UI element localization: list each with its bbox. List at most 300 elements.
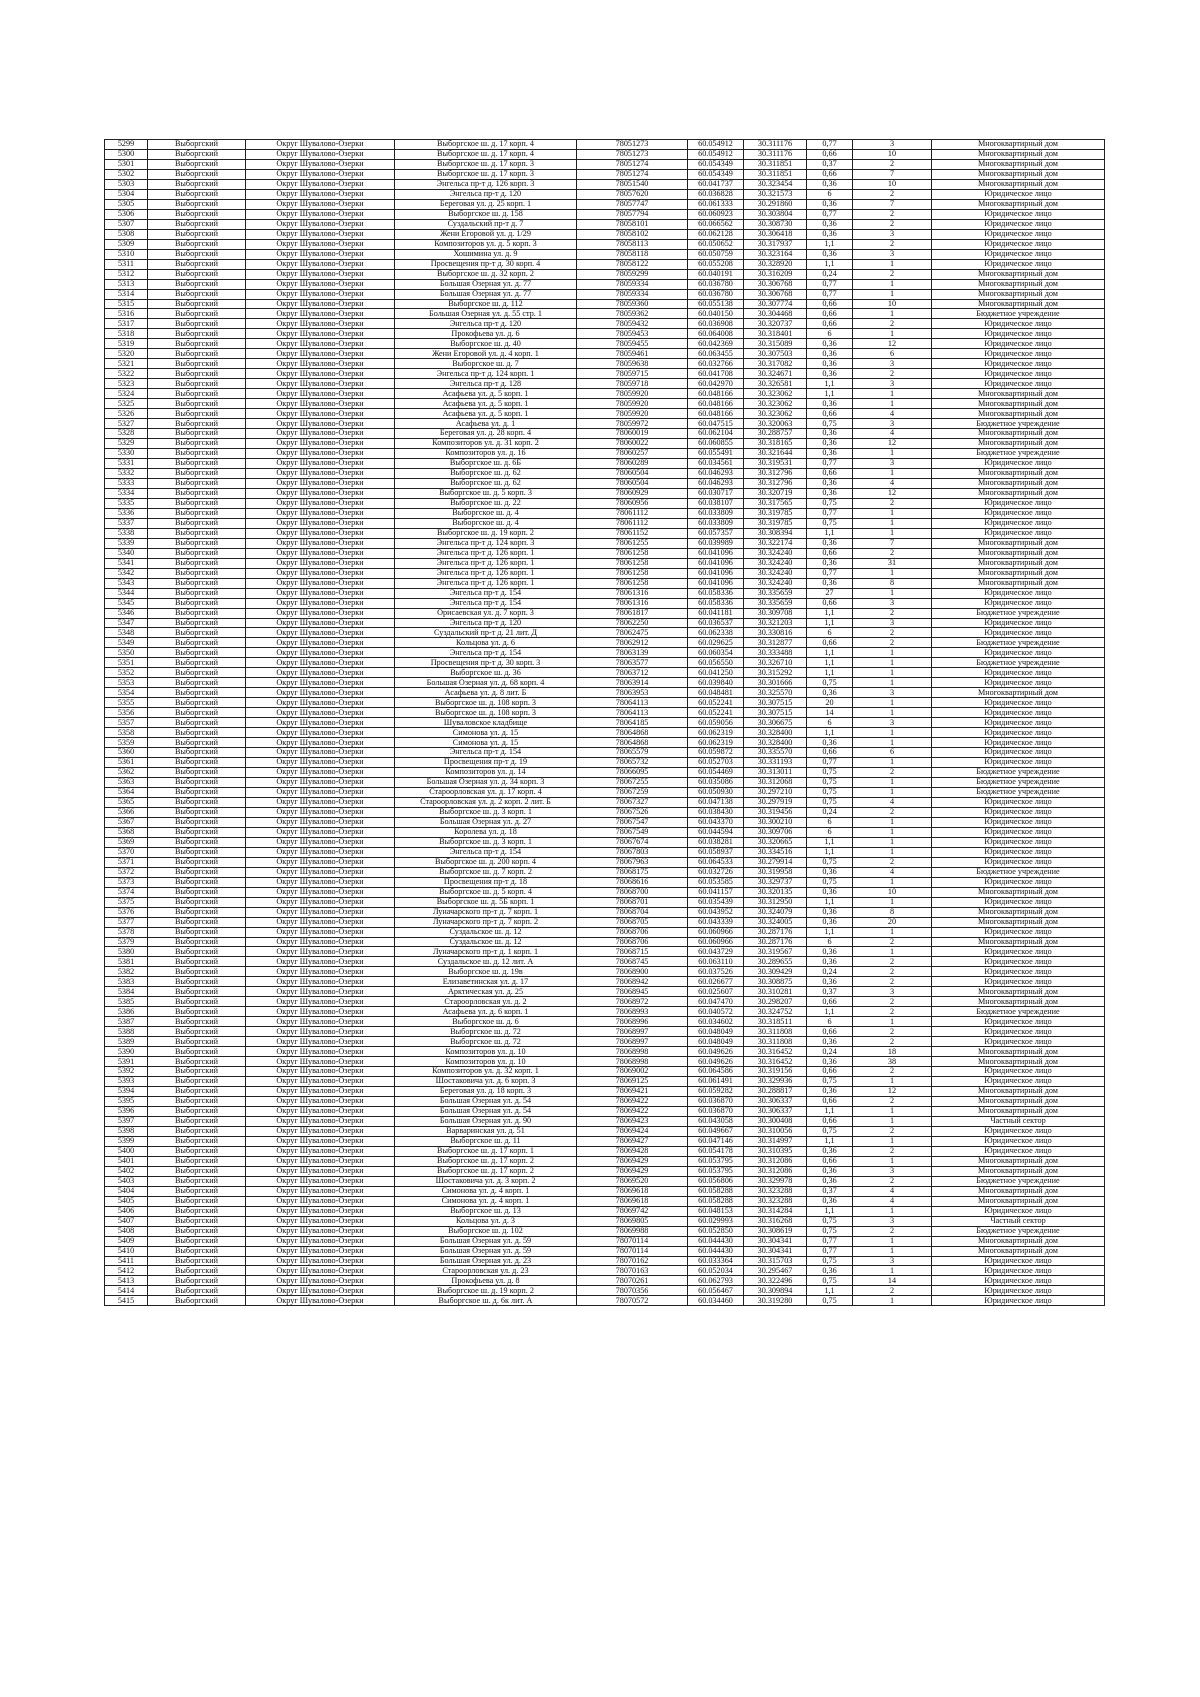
cell-object-id: 78064113	[577, 708, 688, 718]
cell-count: 2	[853, 937, 932, 947]
cell-address: Выборгское ш. д. 17 корп. 4	[395, 149, 577, 159]
cell-category: Юридическое лицо	[932, 758, 1105, 768]
cell-latitude: 60.050652	[688, 239, 744, 249]
cell-count: 2	[853, 159, 932, 169]
cell-municipality: Округ Шувалово-Озерки	[246, 359, 395, 369]
cell-longitude: 30.300408	[744, 1116, 807, 1126]
cell-category: Многоквартирный дом	[932, 1186, 1105, 1196]
cell-category: Многоквартирный дом	[932, 1106, 1105, 1116]
cell-volume: 0,36	[807, 867, 853, 877]
cell-longitude: 30.312086	[744, 1166, 807, 1176]
cell-latitude: 60.056467	[688, 1286, 744, 1296]
cell-district: Выборгский	[148, 419, 246, 429]
cell-latitude: 60.033809	[688, 518, 744, 528]
cell-object-id: 78059638	[577, 359, 688, 369]
cell-longitude: 30.307515	[744, 708, 807, 718]
cell-latitude: 60.034460	[688, 1296, 744, 1306]
table-row	[105, 947, 1105, 957]
cell-district: Выборгский	[148, 578, 246, 588]
cell-row-number: 5391	[105, 1057, 148, 1067]
cell-count: 3	[853, 1216, 932, 1226]
cell-object-id: 78063577	[577, 658, 688, 668]
cell-category: Многоквартирный дом	[932, 1196, 1105, 1206]
cell-volume: 0,75	[807, 778, 853, 788]
cell-row-number: 5407	[105, 1216, 148, 1226]
cell-category: Многоквартирный дом	[932, 1097, 1105, 1107]
cell-category: Многоквартирный дом	[932, 488, 1105, 498]
cell-volume: 1,1	[807, 1206, 853, 1216]
cell-district: Выборгский	[148, 409, 246, 419]
cell-volume: 0,75	[807, 1276, 853, 1286]
cell-latitude: 60.052241	[688, 708, 744, 718]
cell-category: Юридическое лицо	[932, 718, 1105, 728]
cell-category: Юридическое лицо	[932, 1266, 1105, 1276]
cell-address: Выборгское ш. д. 19 корп. 2	[395, 1286, 577, 1296]
table-row	[105, 638, 1105, 648]
cell-row-number: 5380	[105, 947, 148, 957]
cell-count: 1	[853, 528, 932, 538]
table-row	[105, 369, 1105, 379]
table-row	[105, 439, 1105, 449]
cell-longitude: 30.316209	[744, 269, 807, 279]
cell-district: Выборгский	[148, 1196, 246, 1206]
cell-longitude: 30.319785	[744, 508, 807, 518]
cell-address: Выборгское ш. д. 5 корп. 3	[395, 488, 577, 498]
cell-category: Бюджетное учреждение	[932, 787, 1105, 797]
cell-count: 6	[853, 748, 932, 758]
table-row	[105, 379, 1105, 389]
cell-count: 4	[853, 409, 932, 419]
table-row	[105, 409, 1105, 419]
cell-district: Выборгский	[148, 329, 246, 339]
cell-longitude: 30.328400	[744, 738, 807, 748]
cell-volume: 1,1	[807, 668, 853, 678]
cell-row-number: 5386	[105, 1007, 148, 1017]
cell-district: Выборгский	[148, 588, 246, 598]
cell-latitude: 60.056806	[688, 1176, 744, 1186]
cell-volume: 0,77	[807, 140, 853, 150]
cell-latitude: 60.042369	[688, 339, 744, 349]
cell-volume: 0,66	[807, 638, 853, 648]
cell-row-number: 5394	[105, 1087, 148, 1097]
cell-count: 3	[853, 459, 932, 469]
cell-district: Выборгский	[148, 478, 246, 488]
cell-count: 1	[853, 837, 932, 847]
cell-municipality: Округ Шувалово-Озерки	[246, 498, 395, 508]
cell-longitude: 30.306337	[744, 1097, 807, 1107]
cell-municipality: Округ Шувалово-Озерки	[246, 578, 395, 588]
cell-latitude: 60.052241	[688, 698, 744, 708]
cell-object-id: 78063953	[577, 688, 688, 698]
cell-count: 2	[853, 768, 932, 778]
cell-municipality: Округ Шувалово-Озерки	[246, 429, 395, 439]
cell-district: Выборгский	[148, 668, 246, 678]
cell-count: 3	[853, 598, 932, 608]
cell-object-id: 78070162	[577, 1256, 688, 1266]
cell-latitude: 60.035086	[688, 778, 744, 788]
cell-address: Асафьева ул. д. 8 лит. Б	[395, 688, 577, 698]
cell-row-number: 5305	[105, 199, 148, 209]
cell-address: Прокофьева ул. д. 8	[395, 1276, 577, 1286]
cell-longitude: 30.301666	[744, 678, 807, 688]
cell-longitude: 30.306768	[744, 279, 807, 289]
cell-latitude: 60.032726	[688, 867, 744, 877]
cell-district: Выборгский	[148, 877, 246, 887]
cell-object-id: 78070163	[577, 1266, 688, 1276]
cell-row-number: 5304	[105, 189, 148, 199]
cell-district: Выборгский	[148, 797, 246, 807]
cell-row-number: 5308	[105, 229, 148, 239]
cell-municipality: Округ Шувалово-Озерки	[246, 1027, 395, 1037]
cell-municipality: Округ Шувалово-Озерки	[246, 1246, 395, 1256]
cell-object-id: 78070572	[577, 1296, 688, 1306]
cell-longitude: 30.319958	[744, 867, 807, 877]
cell-district: Выборгский	[148, 1136, 246, 1146]
cell-volume: 0,66	[807, 309, 853, 319]
cell-volume: 0,77	[807, 459, 853, 469]
table-row	[105, 528, 1105, 538]
cell-object-id: 78069520	[577, 1176, 688, 1186]
cell-address: Выборгское ш. д. 22	[395, 498, 577, 508]
table-row	[105, 648, 1105, 658]
cell-municipality: Округ Шувалово-Озерки	[246, 259, 395, 269]
cell-district: Выборгский	[148, 837, 246, 847]
cell-category: Бюджетное учреждение	[932, 638, 1105, 648]
cell-address: Кольцова ул. д. 6	[395, 638, 577, 648]
cell-object-id: 78060257	[577, 449, 688, 459]
cell-municipality: Округ Шувалово-Озерки	[246, 678, 395, 688]
cell-address: Энгельса пр-т д. 154	[395, 598, 577, 608]
cell-municipality: Округ Шувалово-Озерки	[246, 1286, 395, 1296]
cell-object-id: 78063139	[577, 648, 688, 658]
cell-count: 2	[853, 638, 932, 648]
cell-count: 2	[853, 498, 932, 508]
cell-volume: 6	[807, 937, 853, 947]
cell-count: 4	[853, 1196, 932, 1206]
cell-latitude: 60.047515	[688, 419, 744, 429]
cell-row-number: 5315	[105, 299, 148, 309]
cell-latitude: 60.029625	[688, 638, 744, 648]
cell-latitude: 60.041096	[688, 568, 744, 578]
cell-volume: 0,66	[807, 299, 853, 309]
cell-object-id: 78067549	[577, 827, 688, 837]
cell-object-id: 78060929	[577, 488, 688, 498]
cell-longitude: 30.318511	[744, 1017, 807, 1027]
cell-object-id: 78067327	[577, 797, 688, 807]
table-row	[105, 478, 1105, 488]
cell-longitude: 30.306418	[744, 229, 807, 239]
cell-count: 1	[853, 698, 932, 708]
cell-address: Большая Озерная ул. д. 23	[395, 1256, 577, 1266]
cell-volume: 0,66	[807, 169, 853, 179]
cell-volume: 0,24	[807, 269, 853, 279]
table-row	[105, 588, 1105, 598]
cell-object-id: 78068998	[577, 1057, 688, 1067]
cell-municipality: Округ Шувалово-Озерки	[246, 548, 395, 558]
cell-latitude: 60.062319	[688, 728, 744, 738]
table-row	[105, 568, 1105, 578]
cell-district: Выборгский	[148, 169, 246, 179]
cell-count: 3	[853, 1166, 932, 1176]
cell-count: 1	[853, 927, 932, 937]
cell-district: Выборгский	[148, 817, 246, 827]
cell-row-number: 5379	[105, 937, 148, 947]
cell-longitude: 30.316452	[744, 1057, 807, 1067]
cell-count: 10	[853, 149, 932, 159]
cell-row-number: 5326	[105, 409, 148, 419]
cell-latitude: 60.046293	[688, 468, 744, 478]
cell-district: Выборгский	[148, 827, 246, 837]
cell-object-id: 78051274	[577, 159, 688, 169]
cell-longitude: 30.320063	[744, 419, 807, 429]
cell-volume: 0,36	[807, 449, 853, 459]
cell-district: Выборгский	[148, 1106, 246, 1116]
table-row	[105, 459, 1105, 469]
cell-category: Юридическое лицо	[932, 947, 1105, 957]
cell-municipality: Округ Шувалово-Озерки	[246, 1097, 395, 1107]
cell-district: Выборгский	[148, 289, 246, 299]
cell-object-id: 78061112	[577, 518, 688, 528]
table-row	[105, 578, 1105, 588]
cell-address: Энгельса пр-т д. 120	[395, 618, 577, 628]
cell-longitude: 30.315089	[744, 339, 807, 349]
cell-volume: 1,1	[807, 728, 853, 738]
cell-district: Выборгский	[148, 997, 246, 1007]
cell-volume: 0,77	[807, 508, 853, 518]
cell-category: Многоквартирный дом	[932, 1087, 1105, 1097]
cell-object-id: 78068972	[577, 997, 688, 1007]
cell-volume: 0,36	[807, 429, 853, 439]
cell-row-number: 5347	[105, 618, 148, 628]
cell-longitude: 30.316452	[744, 1047, 807, 1057]
cell-count: 1	[853, 728, 932, 738]
cell-count: 4	[853, 867, 932, 877]
cell-category: Юридическое лицо	[932, 319, 1105, 329]
cell-address: Симонова ул. д. 15	[395, 728, 577, 738]
cell-district: Выборгский	[148, 319, 246, 329]
cell-longitude: 30.309894	[744, 1286, 807, 1296]
cell-municipality: Округ Шувалово-Озерки	[246, 1176, 395, 1186]
cell-latitude: 60.042970	[688, 379, 744, 389]
cell-latitude: 60.058336	[688, 598, 744, 608]
cell-object-id: 78057747	[577, 199, 688, 209]
cell-volume: 0,36	[807, 1176, 853, 1186]
cell-municipality: Округ Шувалово-Озерки	[246, 149, 395, 159]
cell-district: Выборгский	[148, 917, 246, 927]
cell-object-id: 78070261	[577, 1276, 688, 1286]
cell-latitude: 60.058288	[688, 1196, 744, 1206]
cell-municipality: Округ Шувалово-Озерки	[246, 439, 395, 449]
cell-object-id: 78061258	[577, 578, 688, 588]
cell-municipality: Округ Шувалово-Озерки	[246, 1266, 395, 1276]
cell-address: Елизаветинская ул. д. 17	[395, 977, 577, 987]
cell-latitude: 60.064533	[688, 857, 744, 867]
cell-address: Королева ул. д. 18	[395, 827, 577, 837]
cell-longitude: 30.300210	[744, 817, 807, 827]
cell-row-number: 5413	[105, 1276, 148, 1286]
table-row	[105, 927, 1105, 937]
cell-row-number: 5371	[105, 857, 148, 867]
table-row	[105, 249, 1105, 259]
cell-object-id: 78067526	[577, 807, 688, 817]
cell-row-number: 5351	[105, 658, 148, 668]
cell-category: Многоквартирный дом	[932, 907, 1105, 917]
cell-row-number: 5310	[105, 249, 148, 259]
cell-latitude: 60.036780	[688, 289, 744, 299]
cell-object-id: 78060956	[577, 498, 688, 508]
cell-object-id: 78059299	[577, 269, 688, 279]
table-row	[105, 867, 1105, 877]
cell-district: Выборгский	[148, 1166, 246, 1176]
cell-category: Юридическое лицо	[932, 1256, 1105, 1266]
cell-municipality: Округ Шувалово-Озерки	[246, 1017, 395, 1027]
cell-municipality: Округ Шувалово-Озерки	[246, 718, 395, 728]
cell-longitude: 30.312796	[744, 468, 807, 478]
table-row	[105, 199, 1105, 209]
cell-latitude: 60.052703	[688, 758, 744, 768]
cell-longitude: 30.321203	[744, 618, 807, 628]
cell-category: Многоквартирный дом	[932, 1047, 1105, 1057]
cell-address: Выборгское ш. д. 7 корп. 2	[395, 867, 577, 877]
cell-municipality: Округ Шувалово-Озерки	[246, 1037, 395, 1047]
cell-latitude: 60.041157	[688, 887, 744, 897]
cell-category: Многоквартирный дом	[932, 578, 1105, 588]
cell-category: Юридическое лицо	[932, 1286, 1105, 1296]
cell-district: Выборгский	[148, 648, 246, 658]
cell-municipality: Округ Шувалово-Озерки	[246, 628, 395, 638]
cell-longitude: 30.324240	[744, 548, 807, 558]
cell-count: 1	[853, 708, 932, 718]
cell-object-id: 78062912	[577, 638, 688, 648]
cell-category: Юридическое лицо	[932, 508, 1105, 518]
cell-district: Выборгский	[148, 1236, 246, 1246]
cell-latitude: 60.052034	[688, 1266, 744, 1276]
cell-row-number: 5373	[105, 877, 148, 887]
cell-count: 1	[853, 1017, 932, 1027]
cell-volume: 0,24	[807, 807, 853, 817]
cell-municipality: Округ Шувалово-Озерки	[246, 997, 395, 1007]
cell-municipality: Округ Шувалово-Озерки	[246, 728, 395, 738]
cell-count: 4	[853, 797, 932, 807]
table-row	[105, 488, 1105, 498]
cell-address: Энгельса пр-т д. 126 корп. 1	[395, 558, 577, 568]
cell-volume: 0,36	[807, 339, 853, 349]
cell-municipality: Округ Шувалово-Озерки	[246, 1126, 395, 1136]
cell-object-id: 78064185	[577, 718, 688, 728]
cell-district: Выборгский	[148, 728, 246, 738]
cell-object-id: 78059461	[577, 349, 688, 359]
cell-address: Выборгское ш. д. 17 корп. 1	[395, 1146, 577, 1156]
cell-longitude: 30.328400	[744, 728, 807, 738]
cell-latitude: 60.062128	[688, 229, 744, 239]
cell-row-number: 5378	[105, 927, 148, 937]
cell-latitude: 60.053795	[688, 1166, 744, 1176]
cell-row-number: 5341	[105, 558, 148, 568]
cell-district: Выборгский	[148, 468, 246, 478]
cell-district: Выборгский	[148, 957, 246, 967]
cell-count: 1	[853, 468, 932, 478]
table-row	[105, 618, 1105, 628]
cell-district: Выборгский	[148, 379, 246, 389]
cell-category: Многоквартирный дом	[932, 299, 1105, 309]
cell-row-number: 5345	[105, 598, 148, 608]
cell-count: 3	[853, 718, 932, 728]
cell-address: Староорловская ул. д. 23	[395, 1266, 577, 1276]
cell-address: Шостаковича ул. д. 6 корп. 3	[395, 1077, 577, 1087]
cell-district: Выборгский	[148, 309, 246, 319]
cell-volume: 0,75	[807, 1216, 853, 1226]
table-row	[105, 907, 1105, 917]
cell-longitude: 30.329737	[744, 877, 807, 887]
cell-row-number: 5328	[105, 429, 148, 439]
table-row	[105, 1057, 1105, 1067]
cell-latitude: 60.033809	[688, 508, 744, 518]
cell-district: Выборгский	[148, 1116, 246, 1126]
cell-row-number: 5324	[105, 389, 148, 399]
table-row	[105, 1236, 1105, 1246]
cell-address: Жени Егоровой ул. д. 4 корп. 1	[395, 349, 577, 359]
cell-address: Выборгское ш. д. 5 корп. 4	[395, 887, 577, 897]
cell-district: Выборгский	[148, 1057, 246, 1067]
cell-object-id: 78069424	[577, 1126, 688, 1136]
cell-volume: 27	[807, 588, 853, 598]
cell-row-number: 5396	[105, 1106, 148, 1116]
cell-object-id: 78051273	[577, 149, 688, 159]
cell-district: Выборгский	[148, 1126, 246, 1136]
cell-count: 2	[853, 319, 932, 329]
cell-object-id: 78068998	[577, 1047, 688, 1057]
cell-district: Выборгский	[148, 239, 246, 249]
cell-municipality: Округ Шувалово-Озерки	[246, 1077, 395, 1087]
cell-volume: 0,36	[807, 1057, 853, 1067]
cell-category: Многоквартирный дом	[932, 199, 1105, 209]
cell-row-number: 5401	[105, 1156, 148, 1166]
cell-category: Юридическое лицо	[932, 329, 1105, 339]
cell-category: Юридическое лицо	[932, 678, 1105, 688]
cell-category: Юридическое лицо	[932, 1206, 1105, 1216]
table-row	[105, 1156, 1105, 1166]
cell-district: Выборгский	[148, 1186, 246, 1196]
cell-district: Выборгский	[148, 269, 246, 279]
cell-count: 2	[853, 1126, 932, 1136]
cell-municipality: Округ Шувалово-Озерки	[246, 229, 395, 239]
cell-municipality: Округ Шувалово-Озерки	[246, 339, 395, 349]
cell-object-id: 78069429	[577, 1156, 688, 1166]
cell-object-id: 78059920	[577, 409, 688, 419]
cell-address: Энгельса пр-т д. 120	[395, 319, 577, 329]
cell-volume: 1,1	[807, 1106, 853, 1116]
cell-district: Выборгский	[148, 159, 246, 169]
cell-latitude: 60.055138	[688, 299, 744, 309]
cell-category: Бюджетное учреждение	[932, 608, 1105, 618]
cell-object-id: 78069125	[577, 1077, 688, 1087]
cell-address: Выборгское ш. д. 108 корп. 3	[395, 708, 577, 718]
cell-object-id: 78068942	[577, 977, 688, 987]
cell-longitude: 30.297210	[744, 787, 807, 797]
cell-category: Юридическое лицо	[932, 528, 1105, 538]
cell-latitude: 60.041737	[688, 179, 744, 189]
cell-row-number: 5299	[105, 140, 148, 150]
cell-address: Выборгское ш. д. 158	[395, 209, 577, 219]
cell-latitude: 60.062319	[688, 738, 744, 748]
cell-district: Выборгский	[148, 1087, 246, 1097]
cell-volume: 6	[807, 817, 853, 827]
table-row	[105, 498, 1105, 508]
cell-longitude: 30.318401	[744, 329, 807, 339]
cell-latitude: 60.060855	[688, 439, 744, 449]
cell-latitude: 60.043339	[688, 917, 744, 927]
table-row	[105, 1126, 1105, 1136]
